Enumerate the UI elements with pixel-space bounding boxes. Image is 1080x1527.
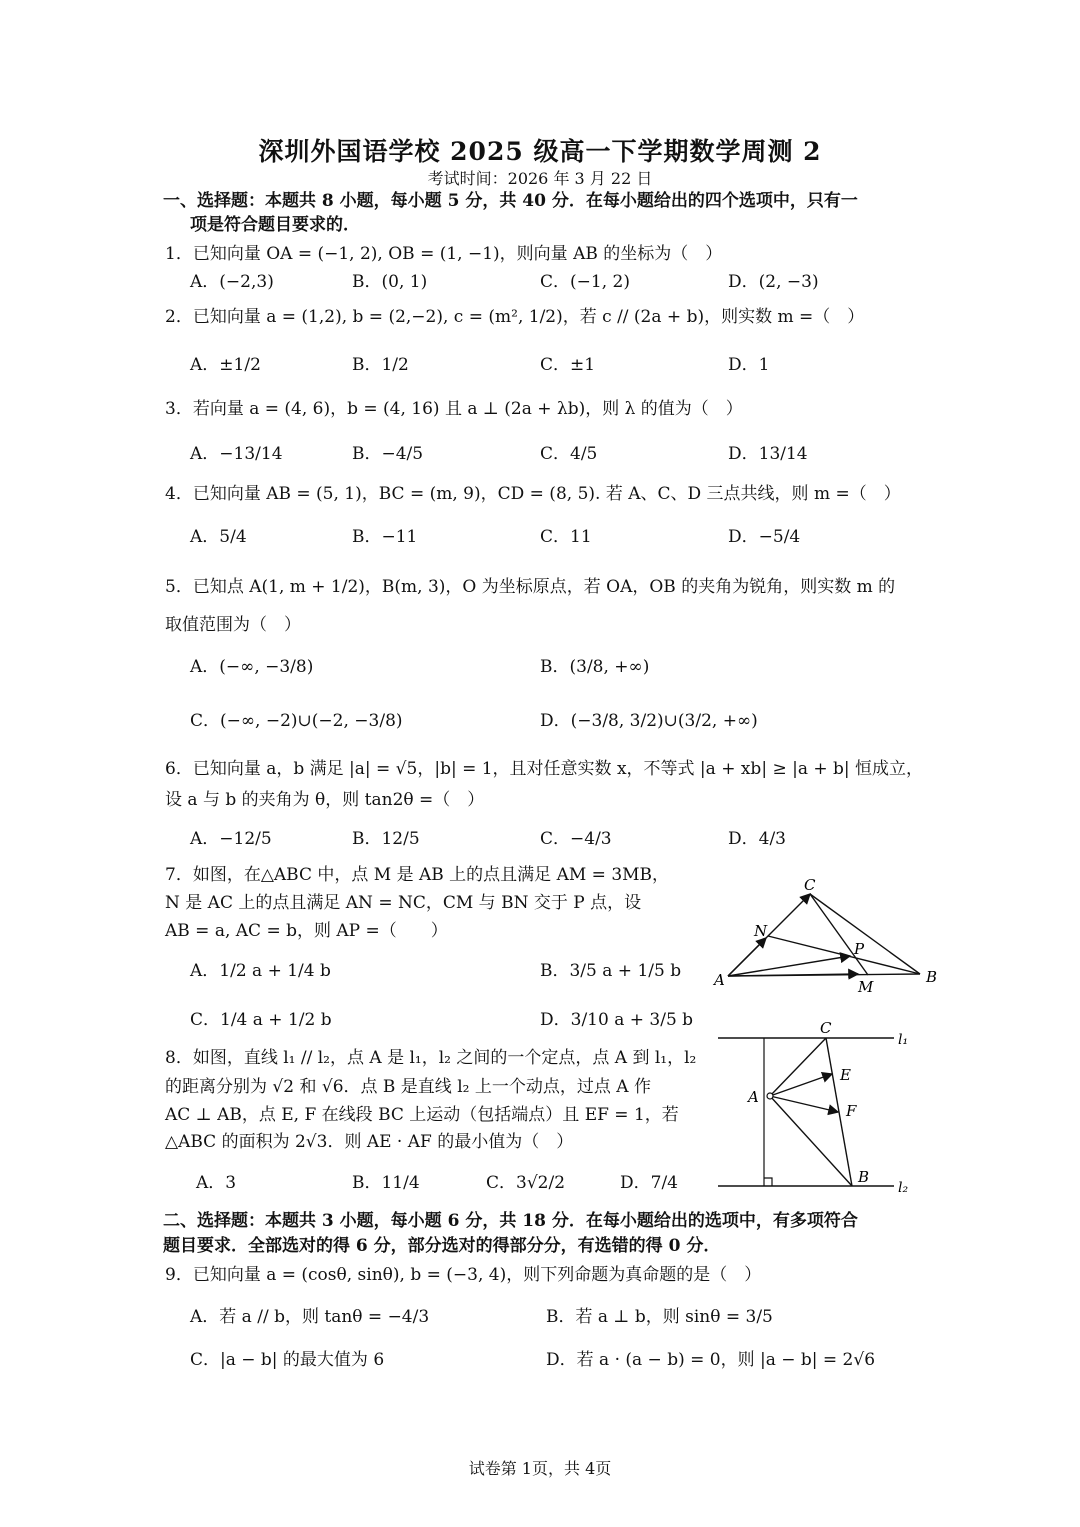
- question-5-stem-line1: 5．已知点 A(1, m + 1/2)，B(m, 3)，O 为坐标原点，若 OA，OB 的夹角为锐角，则实数 m 的: [165, 577, 896, 597]
- question-2-stem: 2．已知向量 a = (1,2), b = (2,−2), c = (m², 1/2)，若 c // (2a + b)，则实数 m =（ ）: [165, 307, 865, 327]
- question-4-stem: 4．已知向量 AB = (5, 1)，BC = (m, 9)，CD = (8, 5). 若 A、C、D 三点共线，则 m =（ ）: [165, 484, 901, 504]
- question-7-stem-line1: 7．如图，在△ABC 中，点 M 是 AB 上的点且满足 AM = 3MB，: [165, 865, 670, 885]
- question-1-stem: 1．已知向量 OA = (−1, 2), OB = (1, −1)，则向量 AB 的坐标为（ ）: [165, 244, 723, 264]
- vector-ap: [728, 956, 850, 976]
- question-6-stem-line2: 设 a 与 b 的夹角为 θ，则 tan2θ =（ ）: [165, 790, 485, 810]
- question-6-option-a: A．−12/5: [190, 829, 272, 849]
- question-4-option-a: A．5/4: [190, 527, 247, 547]
- question-5-option-c: C．(−∞, −2)∪(−2, −3/8): [190, 711, 403, 731]
- question-6-option-d: D．4/3: [728, 829, 786, 849]
- question-4-option-d: D．−5/4: [728, 527, 801, 547]
- question-3-option-b: B．−4/5: [352, 444, 424, 464]
- label-a: A: [748, 1088, 759, 1106]
- question-1-option-a: A．(−2,3): [190, 272, 274, 292]
- label-e: E: [840, 1066, 851, 1084]
- question-4-option-b: B．−11: [352, 527, 418, 547]
- label-l1: l₁: [898, 1032, 909, 1048]
- question-2-option-a: A．±1/2: [190, 355, 261, 375]
- vector-af: [770, 1096, 838, 1112]
- question-8-option-a: A．3: [196, 1173, 237, 1193]
- question-3-option-d: D．13/14: [728, 444, 808, 464]
- question-7-option-a: A．1/2 a + 1/4 b: [190, 961, 331, 981]
- segment-cm: [810, 894, 868, 975]
- label-f: F: [846, 1102, 857, 1120]
- label-n: N: [754, 922, 768, 940]
- question-5-option-d: D．(−3/8, 3/2)∪(3/2, +∞): [540, 711, 758, 731]
- question-5-option-b: B．(3/8, +∞): [540, 657, 650, 677]
- segment-cb: [810, 894, 920, 974]
- page-title: 深圳外国语学校 2025 级高一下学期数学周测 2: [258, 137, 822, 166]
- section1-heading-line2: 项是符合题目要求的．: [190, 215, 360, 235]
- question-8-stem-line4: △ABC 的面积为 2√3．则 AE · AF 的最小值为（ ）: [165, 1132, 574, 1152]
- question-8-option-d: D．7/4: [620, 1173, 678, 1193]
- question-7-option-c: C．1/4 a + 1/2 b: [190, 1010, 332, 1030]
- question-1-option-c: C．(−1, 2): [540, 272, 630, 292]
- question-7-option-b: B．3/5 a + 1/5 b: [540, 961, 682, 981]
- figure-8-parallel-lines-diagram: [712, 1016, 922, 1200]
- label-b: B: [858, 1168, 870, 1186]
- label-m: M: [858, 978, 874, 996]
- question-8-stem-line2: 的距离分别为 √2 和 √6．点 B 是直线 l₂ 上一个动点，过点 A 作: [165, 1077, 651, 1097]
- question-2-option-d: D．1: [728, 355, 770, 375]
- question-4-option-c: C．11: [540, 527, 592, 547]
- question-5-option-a: A．(−∞, −3/8): [190, 657, 314, 677]
- exam-date: 考试时间：2026 年 3 月 22 日: [427, 169, 653, 188]
- question-7-stem-line2: N 是 AC 上的点且满足 AN = NC，CM 与 BN 交于 P 点，设: [165, 893, 642, 913]
- question-3-option-c: C．4/5: [540, 444, 598, 464]
- question-9-option-a: A．若 a // b，则 tanθ = −4/3: [190, 1307, 430, 1327]
- question-2-option-b: B．1/2: [352, 355, 409, 375]
- label-a: A: [714, 971, 725, 989]
- question-7-stem-line3: AB = a, AC = b，则 AP =（ ）: [165, 921, 448, 941]
- question-9-option-d: D．若 a · (a − b) = 0，则 |a − b| = 2√6: [546, 1350, 876, 1370]
- point-a: [767, 1093, 773, 1099]
- question-8-stem-line1: 8．如图，直线 l₁ // l₂，点 A 是 l₁，l₂ 之间的一个定点，点 A 到 l₁，l₂: [165, 1048, 697, 1068]
- question-6-option-b: B．12/5: [352, 829, 420, 849]
- question-3-stem: 3．若向量 a = (4, 6)，b = (4, 16) 且 a ⊥ (2a + λb)，则 λ 的值为（ ）: [165, 399, 743, 419]
- question-2-option-c: C．±1: [540, 355, 596, 375]
- segment-ab: [770, 1096, 852, 1186]
- question-8-stem-line3: AC ⊥ AB，点 E, F 在线段 BC 上运动（包括端点）且 EF = 1，若: [165, 1105, 679, 1125]
- question-3-option-a: A．−13/14: [190, 444, 283, 464]
- page-footer: 试卷第 1页，共 4页: [468, 1459, 612, 1478]
- label-p: P: [854, 940, 865, 958]
- question-9-stem: 9．已知向量 a = (cosθ, sinθ), b = (−3, 4)，则下列命题为真命题的是（ ）: [165, 1265, 762, 1285]
- section1-heading-line1: 一、选择题：本题共 8 小题，每小题 5 分，共 40 分．在每小题给出的四个选项中，只有一: [163, 191, 858, 211]
- question-9-option-b: B．若 a ⊥ b，则 sinθ = 3/5: [546, 1307, 773, 1327]
- question-8-option-b: B．11/4: [352, 1173, 420, 1193]
- segment-ac: [770, 1038, 826, 1096]
- label-l2: l₂: [898, 1180, 909, 1196]
- question-8-option-c: C．3√2/2: [486, 1173, 566, 1193]
- label-c: C: [820, 1019, 832, 1037]
- question-9-option-c: C．|a − b| 的最大值为 6: [190, 1350, 385, 1370]
- question-5-stem-line2: 取值范围为（ ）: [165, 615, 301, 635]
- figure-7-triangle-diagram: [708, 874, 948, 1000]
- question-6-option-c: C．−4/3: [540, 829, 612, 849]
- vector-am: [728, 974, 858, 976]
- question-1-option-b: B．(0, 1): [352, 272, 428, 292]
- section2-heading-line2: 题目要求．全部选对的得 6 分，部分选对的得部分分，有选错的得 0 分．: [163, 1236, 721, 1256]
- question-7-option-d: D．3/10 a + 3/5 b: [540, 1010, 694, 1030]
- section2-heading-line1: 二、选择题：本题共 3 小题，每小题 6 分，共 18 分．在每小题给出的选项中，有多项符合: [163, 1211, 858, 1231]
- vector-ae: [770, 1074, 832, 1096]
- question-1-option-d: D．(2, −3): [728, 272, 819, 292]
- label-b: B: [926, 968, 938, 986]
- question-6-stem-line1: 6．已知向量 a，b 满足 |a| = √5，|b| = 1，且对任意实数 x，不等式 |a + xb| ≥ |a + b| 恒成立，: [165, 759, 924, 779]
- right-angle-mark: [764, 1178, 772, 1186]
- label-c: C: [804, 876, 816, 894]
